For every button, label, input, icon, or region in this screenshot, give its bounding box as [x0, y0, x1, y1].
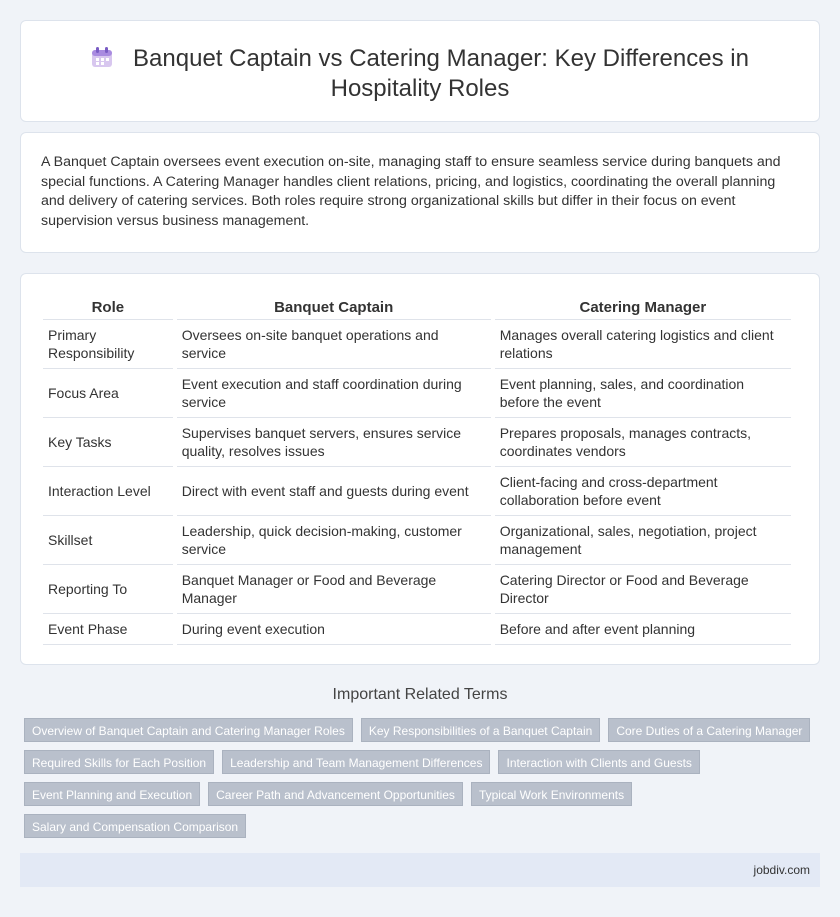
page-title	[21, 44, 819, 104]
related-terms-list	[24, 718, 814, 838]
related-term-tag[interactable]: Interaction with Clients and Guests	[498, 750, 699, 774]
related-term-tag[interactable]: Salary and Compensation Comparison	[24, 814, 246, 838]
catering-manager-cell: Prepares proposals, manages contracts, coordinates vendors	[495, 418, 791, 467]
row-label: Focus Area	[43, 369, 173, 418]
banquet-captain-cell: Leadership, quick decision-making, customer service	[177, 516, 491, 565]
table-row	[43, 369, 791, 418]
header-role: Role	[43, 296, 173, 320]
header-card	[20, 20, 820, 122]
intro-paragraph: A Banquet Captain oversees event execution on-site, managing staff to ensure seamless service during banquets and special functions. A Catering Manager handles client relations, pricing, and logistics, coordinating the overall planning and delivery of catering services. Both roles require strong organizational skills but differ in their focus on event supervision versus business management.	[41, 154, 781, 229]
intro-card	[20, 132, 820, 253]
footer-site-link[interactable]: jobdiv.com	[753, 863, 810, 877]
header-catering-manager: Catering Manager	[495, 296, 791, 320]
comparison-card	[20, 273, 820, 665]
related-term-tag[interactable]: Event Planning and Execution	[24, 782, 200, 806]
related-term-tag[interactable]: Required Skills for Each Position	[24, 750, 214, 774]
row-label: Interaction Level	[43, 467, 173, 516]
banquet-captain-cell: Direct with event staff and guests during event	[177, 467, 491, 516]
calendar-icon	[91, 46, 113, 68]
related-term-tag[interactable]: Typical Work Environments	[471, 782, 632, 806]
row-label: Key Tasks	[43, 418, 173, 467]
catering-manager-cell: Catering Director or Food and Beverage Director	[495, 565, 791, 614]
header-banquet-captain: Banquet Captain	[177, 296, 491, 320]
banquet-captain-cell: Supervises banquet servers, ensures service quality, resolves issues	[177, 418, 491, 467]
row-label: Event Phase	[43, 614, 173, 645]
comparison-table	[39, 296, 795, 645]
table-row	[43, 418, 791, 467]
table-row	[43, 467, 791, 516]
row-label: Primary Responsibility	[43, 320, 173, 369]
table-row	[43, 320, 791, 369]
row-label: Skillset	[43, 516, 173, 565]
related-term-tag[interactable]: Leadership and Team Management Differences	[222, 750, 490, 774]
row-label: Reporting To	[43, 565, 173, 614]
related-term-tag[interactable]: Overview of Banquet Captain and Catering Manager Roles	[24, 718, 353, 742]
catering-manager-cell: Organizational, sales, negotiation, project management	[495, 516, 791, 565]
catering-manager-cell: Client-facing and cross-department collaboration before event	[495, 467, 791, 516]
table-row	[43, 565, 791, 614]
catering-manager-cell: Before and after event planning	[495, 614, 791, 645]
table-row	[43, 614, 791, 645]
table-row	[43, 516, 791, 565]
banquet-captain-cell: Banquet Manager or Food and Beverage Manager	[177, 565, 491, 614]
catering-manager-cell: Event planning, sales, and coordination before the event	[495, 369, 791, 418]
related-term-tag[interactable]: Key Responsibilities of a Banquet Captain	[361, 718, 600, 742]
banquet-captain-cell: Event execution and staff coordination during service	[177, 369, 491, 418]
related-term-tag[interactable]: Core Duties of a Catering Manager	[608, 718, 810, 742]
banquet-captain-cell: Oversees on-site banquet operations and service	[177, 320, 491, 369]
table-header-row	[43, 296, 791, 320]
related-term-tag[interactable]: Career Path and Advancement Opportunities	[208, 782, 463, 806]
catering-manager-cell: Manages overall catering logistics and client relations	[495, 320, 791, 369]
page-title-text: Banquet Captain vs Catering Manager: Key Differences in Hospitality Roles	[133, 45, 749, 102]
footer	[20, 853, 820, 887]
related-terms-heading: Important Related Terms	[332, 686, 508, 703]
banquet-captain-cell: During event execution	[177, 614, 491, 645]
